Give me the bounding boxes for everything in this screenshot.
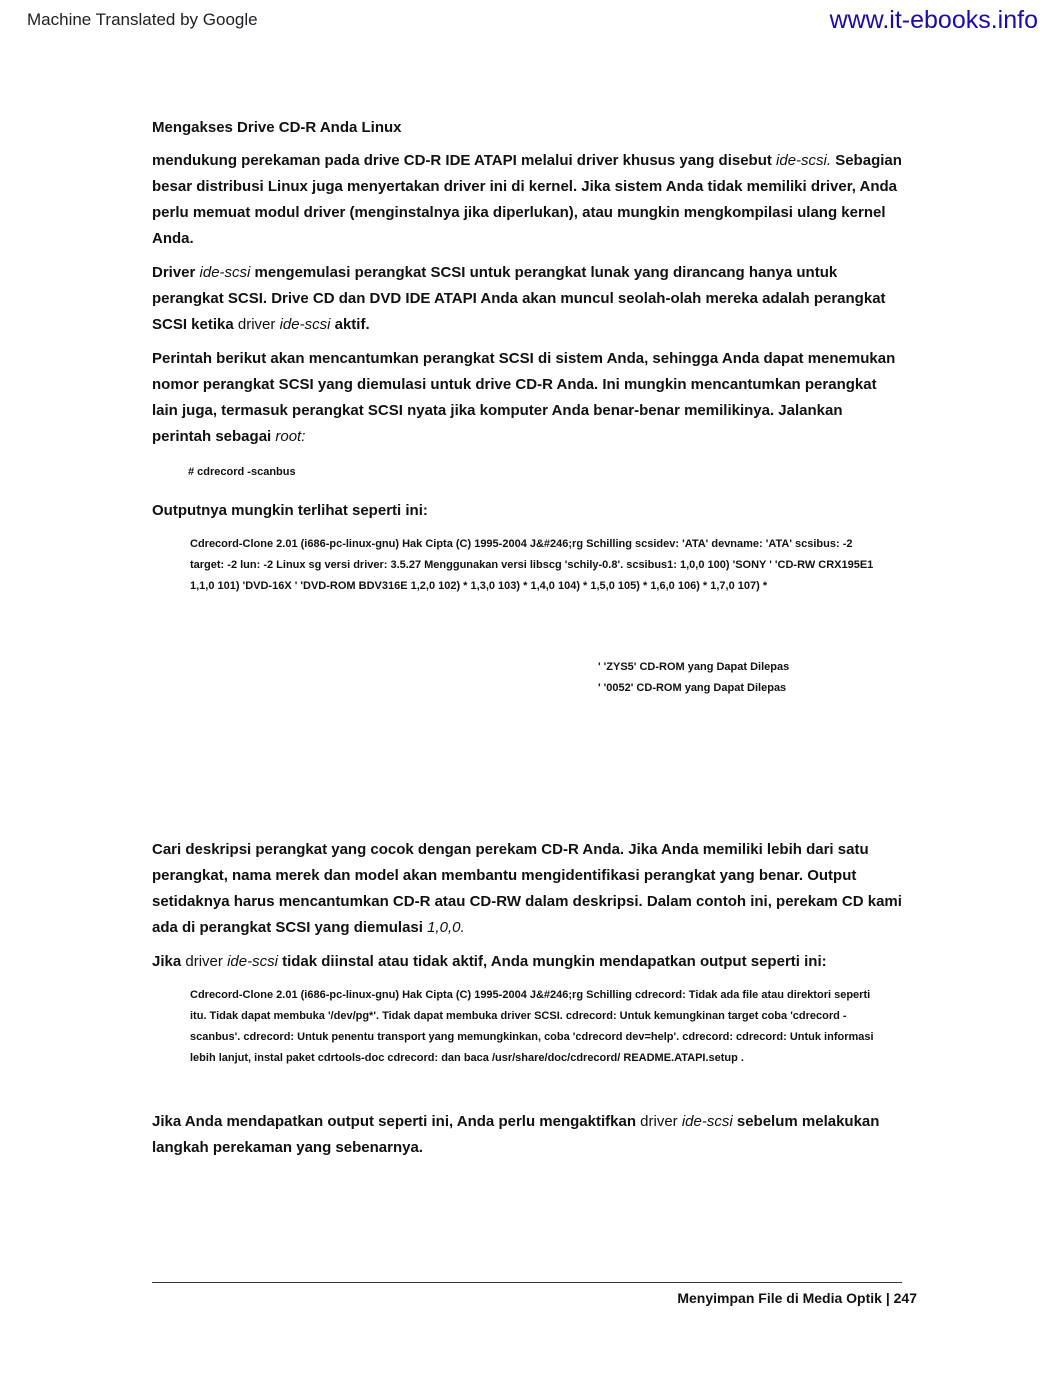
paragraph-1: mendukung perekaman pada drive CD-R IDE ATAPI melalui driver khusus yang disebut ide-scsi. Sebagian besar distribusi Linux juga menyertakan driver ini di kernel. Jika sistem Anda tidak memiliki driver, Anda perlu memuat modul driver (menginstalnya jika diperlukan), atau mungkin mengkompilasi ulang kernel Anda. xyxy=(152,152,902,247)
output-block-1-continued xyxy=(598,657,904,699)
output-line: ' 'ZYS5' CD-ROM yang Dapat Dilepas xyxy=(598,661,790,673)
paragraph-3: Perintah berikut akan mencantumkan perangkat SCSI di sistem Anda, sehingga Anda dapat menemukan nomor perangkat SCSI yang diemulasi untuk drive CD-R Anda. Ini mungkin mencantumkan perangkat lain juga, termasuk perangkat SCSI nyata jika komputer Anda benar-benar memilikinya. Jalankan perintah sebagai root: xyxy=(152,350,896,445)
paragraph-4: Outputnya mungkin terlihat seperti ini: xyxy=(152,502,428,519)
output-line: ' '0052' CD-ROM yang Dapat Dilepas xyxy=(598,682,787,694)
paragraph-5: Cari deskripsi perangkat yang cocok dengan perekam CD-R Anda. Jika Anda memiliki lebih dari satu perangkat, nama merek dan model akan membantu mengidentifikasi perangkat yang benar. Output setidaknya harus mencantumkan CD-R atau CD-RW dalam deskripsi. Dalam contoh ini, perekam CD kami ada di perangkat SCSI yang diemulasi 1,0,0. xyxy=(152,841,902,936)
page-footer: Menyimpan File di Media Optik | 247 xyxy=(677,1290,917,1306)
translation-notice: Machine Translated by Google xyxy=(27,10,258,29)
page-content xyxy=(152,112,904,1169)
paragraph-2: Driver ide-scsi mengemulasi perangkat SCSI untuk perangkat lunak yang dirancang hanya untuk perangkat SCSI. Drive CD dan DVD IDE ATAPI Anda akan muncul seolah-olah mereka adalah perangkat SCSI ketika driver ide-scsi aktif. xyxy=(152,264,886,333)
section-heading: Mengakses Drive CD-R Anda Linux xyxy=(152,119,402,136)
output-block-1: Cdrecord-Clone 2.01 (i686-pc-linux-gnu) Hak Cipta (C) 1995-2004 J&#246;rg Schilling scsidev: 'ATA' devname: 'ATA' scsibus: -2 target: -2 lun: -2 Linux sg versi driver: 3.5.27 Menggunakan versi libscg 'schily-0.8'. scsibus1: 1,0,0 100) 'SONY ' 'CD-RW CRX195E1 1,1,0 101) 'DVD-16X ' 'DVD-ROM BDV316E 1,2,0 102) * 1,3,0 103) * 1,4,0 104) * 1,5,0 105) * 1,6,0 106) * 1,7,0 107) * xyxy=(190,538,874,592)
command-line: # cdrecord -scanbus xyxy=(188,466,296,478)
paragraph-7: Jika Anda mendapatkan output seperti ini, Anda perlu mengaktifkan driver ide-scsi sebelum melakukan langkah perekaman yang sebenarnya. xyxy=(152,1113,880,1156)
source-link[interactable]: www.it-ebooks.info xyxy=(829,6,1038,34)
paragraph-6: Jika driver ide-scsi tidak diinstal atau tidak aktif, Anda mungkin mendapatkan output seperti ini: xyxy=(152,953,827,970)
output-block-2: Cdrecord-Clone 2.01 (i686-pc-linux-gnu) Hak Cipta (C) 1995-2004 J&#246;rg Schilling cdrecord: Tidak ada file atau direktori seperti itu. Tidak dapat membuka '/dev/pg*'. Tidak dapat membuka driver SCSI. cdrecord: Untuk kemungkinan target coba 'cdrecord -scanbus'. cdrecord: Untuk penentu transport yang memungkinkan, coba 'cdrecord dev=help'. cdrecord: cdrecord: Untuk informasi lebih lanjut, instal paket cdrtools-doc cdrecord: dan baca /usr/share/doc/cdrecord/ README.ATAPI.setup . xyxy=(190,989,874,1064)
footer-divider xyxy=(152,1282,902,1283)
